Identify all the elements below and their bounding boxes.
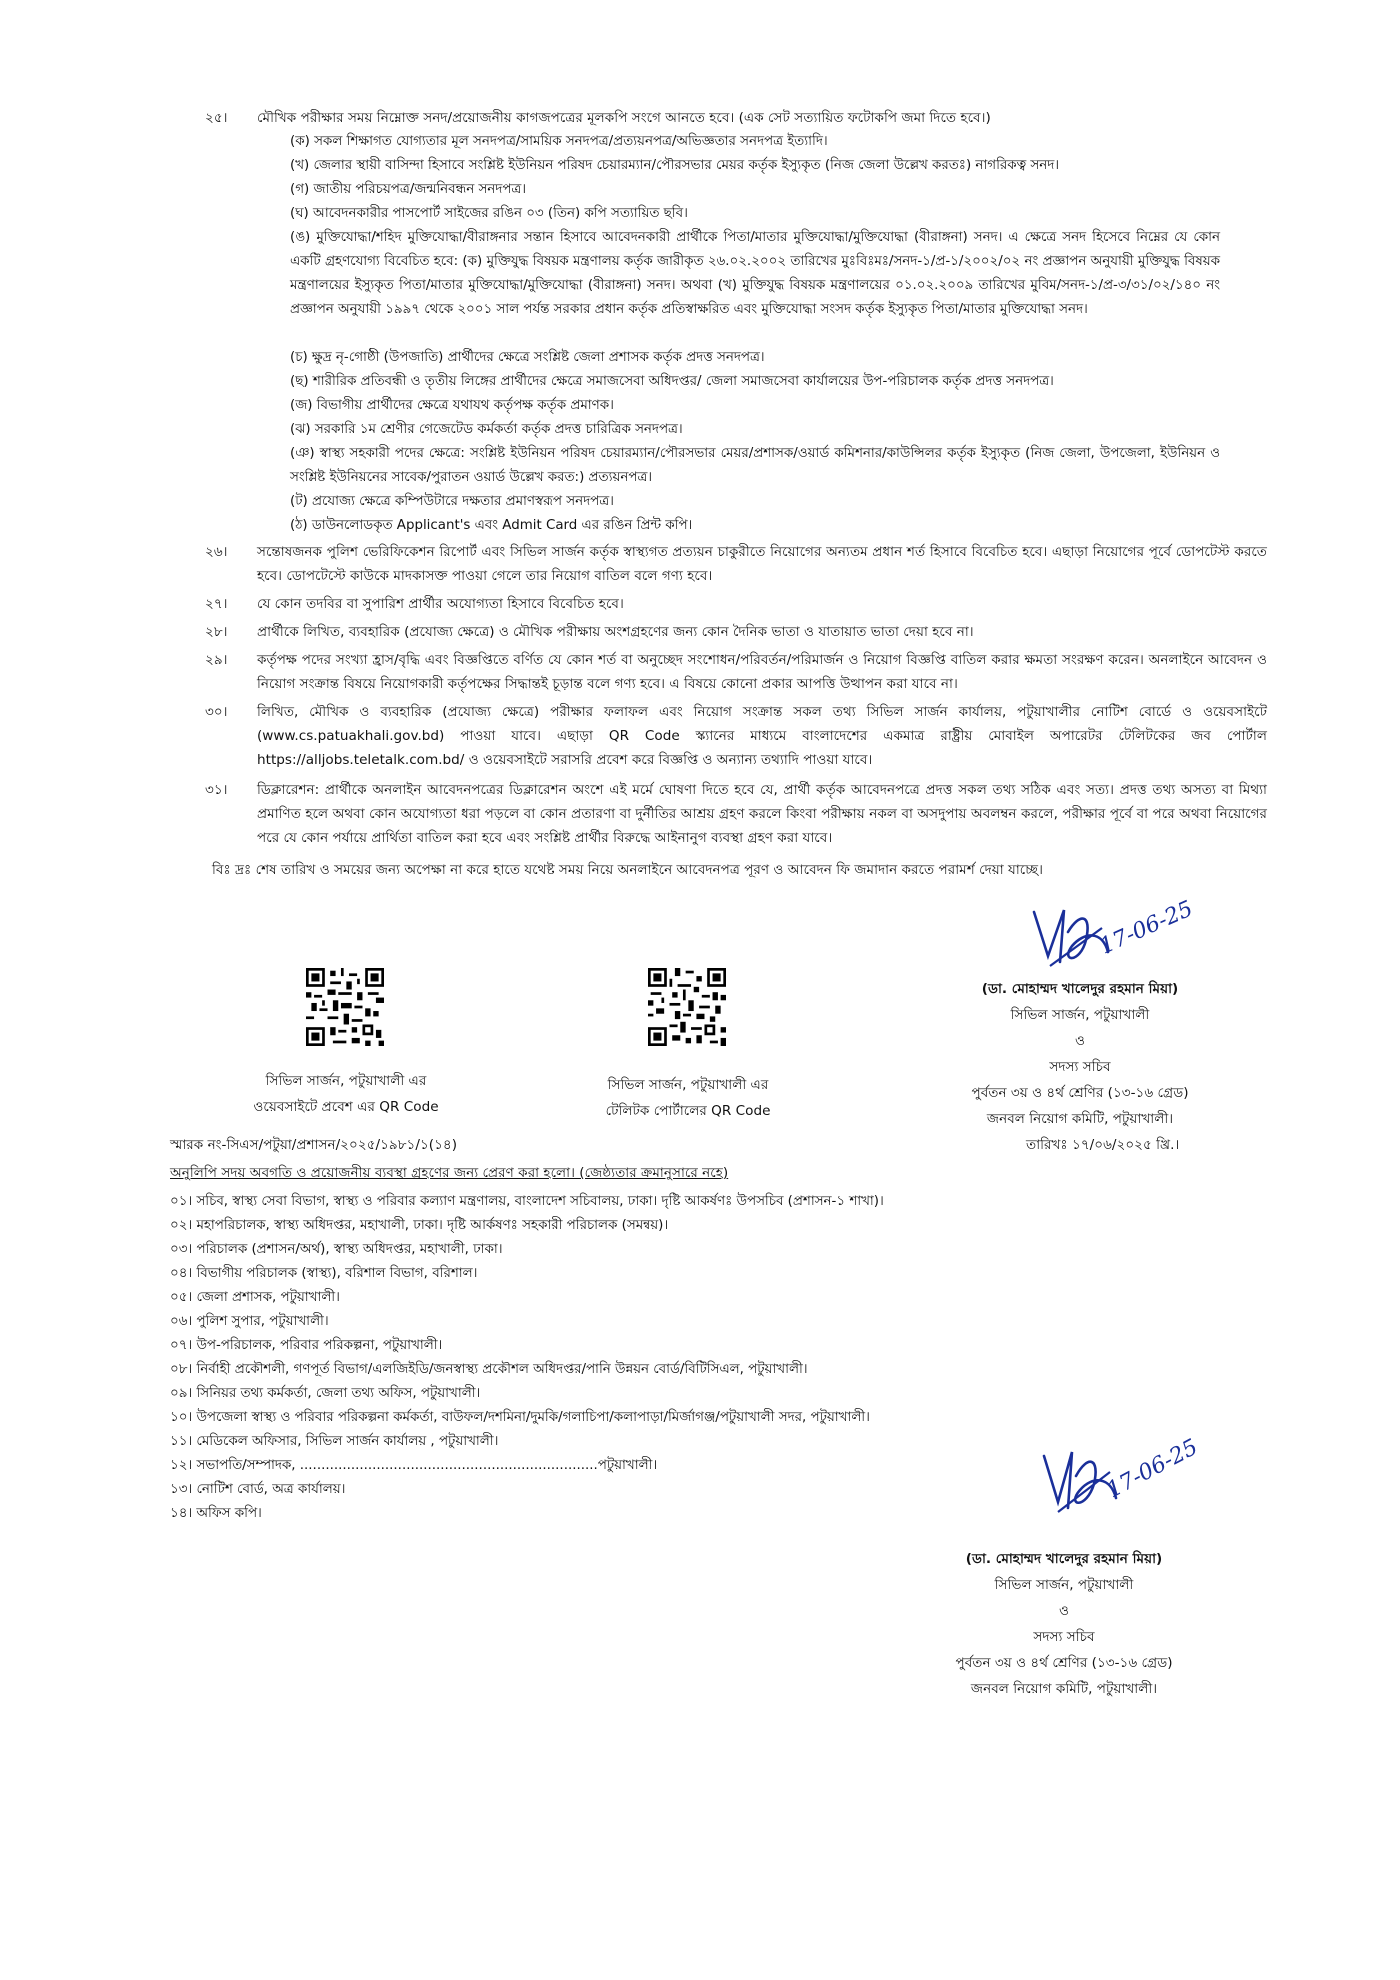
subitem-gha: (ঘ) আবেদনকারীর পাসপোর্ট সাইজের রঙিন ০৩ (তিন) কপি সত্যায়িত ছবি। xyxy=(290,206,688,221)
copy-item: ১২। সভাপতি/সম্পাদক, ......................................................................পটুয়াখালী। xyxy=(170,1458,658,1473)
signatory-committee: জনবল নিয়োগ কমিটি, পটুয়াখালী। xyxy=(986,1111,1174,1127)
subitem-ja: (জ) বিভাগীয় প্রার্থীদের ক্ষেত্রে যথাযথ কর্তৃপক্ষ কর্তৃক প্রমাণক। xyxy=(290,398,614,413)
signatory-role: সদস্য সচিব xyxy=(1033,1629,1095,1645)
clause-number: ২৫। xyxy=(205,110,228,126)
signatory-name: (ডা. মোহাম্মদ খালেদুর রহমান মিয়া) xyxy=(965,1551,1163,1567)
signatory-conjunction: ও xyxy=(1058,1603,1069,1619)
clause-number: ৩০। xyxy=(205,704,228,720)
qr-caption-line: সিভিল সার্জন, পটুয়াখালী এর xyxy=(607,1077,769,1093)
copy-item: ১১। মেডিকেল অফিসার, সিভিল সার্জন কার্যালয় , পটুয়াখালী। xyxy=(170,1434,499,1449)
subitem-ka: (ক) সকল শিক্ষাগত যোগ্যতার মূল সনদপত্র/সাময়িক সনদপত্র/প্রত্যয়নপত্র/অভিজ্ঞতার সনদপত্র ইত্যাদি। xyxy=(290,134,828,149)
subitem-tha: (ঠ) ডাউনলোডকৃত Applicant's এবং Admit Card এর রঙিন প্রিন্ট কপি। xyxy=(290,518,693,533)
copy-item: ০১। সচিব, স্বাস্থ্য সেবা বিভাগ, স্বাস্থ্য ও পরিবার কল্যাণ মন্ত্রণালয়, বাংলাদেশ সচিবালয়, ঢাকা। দৃষ্টি আকর্ষণঃ উপসচিব (প্রশাসন-১ শাখা)। xyxy=(170,1194,884,1209)
copy-item: ০২। মহাপরিচালক, স্বাস্থ্য অধিদপ্তর, মহাখালী, ঢাকা। দৃষ্টি আর্কষণঃ সহকারী পরিচালক (সমন্বয়)। xyxy=(170,1218,669,1233)
signatory-name: (ডা. মোহাম্মদ খালেদুর রহমান মিয়া) xyxy=(981,981,1179,997)
qr-caption-line xyxy=(216,1094,476,1120)
subitem-nya: (ঞ) স্বাস্থ্য সহকারী পদের ক্ষেত্রে: সংশ্লিষ্ট ইউনিয়ন পরিষদ চেয়ারম্যান/পৌরসভার মেয়র/প্রশাসক/ওয়ার্ড কমিশনার/কাউন্সিলর কর্তৃক ইস্যুকৃত (নিজ জেলা, উপজেলা, ইউনিয়ন ও সংশ্লিষ্ট ইউনিয়নের সাবেক/পুরাতন ওয়ার্ড উল্লেখ করত:) প্রত্যয়নপত্র। xyxy=(290,446,1220,485)
website-qr-code-icon[interactable] xyxy=(306,968,384,1046)
signature-date: 17-06-25 xyxy=(1096,896,1197,960)
signatory-grade: পুর্বতন ৩য় ও ৪র্থ শ্রেণির (১৩-১৬ গ্রেড) xyxy=(955,1655,1173,1671)
qr-caption-text: ওয়েবসাইটে প্রবেশ এর QR Code xyxy=(253,1099,439,1115)
website-qr-caption xyxy=(216,1068,476,1120)
qr-caption-text: টেলিটক পোর্টালের QR Code xyxy=(605,1103,771,1119)
note: বিঃ দ্রঃ শেষ তারিখ ও সময়ের জন্য অপেক্ষা না করে হাতে যথেষ্ট সময় নিয়ে অনলাইনে আবেদনপত্র পূরণ ও আবেদন ফি জমাদান করতে পরামর্শ দেয়া যাচ্ছে। xyxy=(212,862,1043,878)
qr-caption-line xyxy=(558,1098,818,1124)
clause-text: কর্তৃপক্ষ পদের সংখ্যা হ্রাস/বৃদ্ধি এবং বিজ্ঞপ্তিতে বর্ণিত যে কোন শর্ত বা অনুচ্ছেদ সংশোধন/পরিবর্তন/পরিমার্জন ও নিয়োগ বিজ্ঞপ্তি বাতিল করার ক্ষমতা সংরক্ষণ করেন। অনলাইনে আবেদন ও নিয়োগ সংক্রান্ত বিষয়ে নিয়োগকারী কর্তৃপক্ষের সিদ্ধান্তই চূড়ান্ত বলে গণ্য হবে। এ বিষয়ে কোনো প্রকার আপত্তি উত্থাপন করা যাবে না। xyxy=(257,652,1267,692)
subitem-cha: (চ) ক্ষুদ্র নৃ-গোষ্ঠী (উপজাতি) প্রার্থীদের ক্ষেত্রে সংশ্লিষ্ট জেলা প্রশাসক কর্তৃক প্রদত্ত সনদপত্র। xyxy=(290,350,765,365)
signature-block-copy xyxy=(914,1546,1214,1702)
teletalk-qr-caption xyxy=(558,1072,818,1124)
copy-item: ০৭। উপ-পরিচালক, পরিবার পরিকল্পনা, পটুয়াখালী। xyxy=(170,1338,443,1353)
copy-item: ০৬। পুলিশ সুপার, পটুয়াখালী। xyxy=(170,1314,329,1329)
copy-item: ১০। উপজেলা স্বাস্থ্য ও পরিবার পরিকল্পনা কর্মকর্তা, বাউফল/দশমিনা/দুমকি/গলাচিপা/কলাপাড়া/মির্জাগঞ্জ/পটুয়াখালী সদর, পটুয়াখালী। xyxy=(170,1410,870,1425)
clause-number: ৩১। xyxy=(205,782,228,798)
signatory-grade: পুর্বতন ৩য় ও ৪র্থ শ্রেণির (১৩-১৬ গ্রেড) xyxy=(971,1085,1189,1101)
signatory-role: সদস্য সচিব xyxy=(1049,1059,1111,1075)
clause-text: ডিক্লারেশন: প্রার্থীকে অনলাইন আবেদনপত্রের ডিক্লারেশন অংশে এই মর্মে ঘোষণা দিতে হবে যে, প্রার্থী কর্তৃক আবেদনপত্রে প্রদত্ত সকল তথ্য সঠিক এবং সত্য। প্রদত্ত তথ্য অসত্য বা মিথ্যা প্রমাণিত হলে অথবা কোন অযোগ্যতা ধরা পড়লে বা কোন প্রতারণা বা দুর্নীতির আশ্রয় গ্রহণ করলে কিংবা পরীক্ষায় নকল বা অসদুপায় অবলম্বন করলে, পরীক্ষার পূর্বে বা পরে অথবা নিয়োগের পরে যে কোন পর্যায়ে প্রার্থিতা বাতিল করা হবে এবং সংশ্লিষ্ট প্রার্থীর বিরুদ্ধে আইনানুগ ব্যবস্থা গ্রহণ করা যাবে। xyxy=(257,782,1267,846)
clause-number: ২৮। xyxy=(205,624,228,640)
clause-text: প্রার্থীকে লিখিত, ব্যবহারিক (প্রযোজ্য ক্ষেত্রে) ও মৌখিক পরীক্ষায় অংশগ্রহণের জন্য কোন দৈনিক ভাতা ও যাতায়াত ভাতা দেয়া হবে না। xyxy=(257,624,974,640)
subitem-ga: (গ) জাতীয় পরিচয়পত্র/জন্মনিবন্ধন সনদপত্র। xyxy=(290,182,527,197)
clause-number: ২৭। xyxy=(205,596,228,612)
signatory-committee: জনবল নিয়োগ কমিটি, পটুয়াখালী। xyxy=(970,1681,1158,1697)
memo-date: তারিখঃ ১৭/০৬/২০২৫ খ্রি.। xyxy=(1026,1137,1180,1153)
subitem-jha: (ঝ) সরকারি ১ম শ্রেণীর গেজেটেড কর্মকর্তা কর্তৃক প্রদত্ত চারিত্রিক সনদপত্র। xyxy=(290,422,683,437)
signatory-designation: সিভিল সার্জন, পটুয়াখালী xyxy=(994,1577,1134,1593)
signature-date: 17-06-25 xyxy=(1103,1434,1203,1504)
handwritten-signature-icon xyxy=(1024,1432,1204,1556)
memo-number: স্মারক নং-সিএস/পটুয়া/প্রশাসন/২০২৫/১৯৮১/১(১৪) xyxy=(170,1137,458,1153)
copy-item: ০৩। পরিচালক (প্রশাসন/অর্থ), স্বাস্থ্য অধিদপ্তর, মহাখালী, ঢাকা। xyxy=(170,1242,503,1257)
subitem-chha: (ছ) শারীরিক প্রতিবন্ধী ও তৃতীয় লিঙ্গের প্রার্থীদের ক্ষেত্রে সমাজসেবা অধিদপ্তর/ জেলা সমাজসেবা কার্যালয়ের উপ-পরিচালক কর্তৃক প্রদত্ত সনদপত্র। xyxy=(290,374,1054,389)
clause-text: সন্তোষজনক পুলিশ ভেরিফিকেশন রিপোর্ট এবং সিভিল সার্জন কর্তৃক স্বাস্থ্যগত প্রত্যয়ন চাকুরীতে নিয়োগের অন্যতম প্রধান শর্ত হিসাবে বিবেচিত হবে। এছাড়া নিয়োগের পূর্বে ডোপটেস্ট করতে হবে। ডোপটেস্টে কাউকে মাদকাসক্ত পাওয়া গেলে তার নিয়োগ বাতিল বলে গণ্য হবে। xyxy=(257,544,1267,584)
signatory-designation: সিভিল সার্জন, পটুয়াখালী xyxy=(1010,1007,1150,1023)
subitem-umo: (ঙ) মুক্তিযোদ্ধা/শহিদ মুক্তিযোদ্ধা/বীরাঙ্গনার সন্তান হিসাবে আবেদনকারী প্রার্থীকে পিতা/মাতার মুক্তিযোদ্ধা/মুক্তিযোদ্ধা (বীরাঙ্গনা) সনদ। এ ক্ষেত্রে সনদ হিসেবে নিম্নের যে কোন একটি গ্রহণযোগ্য বিবেচিত হবে: (ক) মুক্তিযুদ্ধ বিষয়ক মন্ত্রণালয় কর্তৃক জারীকৃত ২৬.০২.২০০২ তারিখের মুঃবিঃমঃ/সনদ-১/প্র-১/২০০২/০২ নং প্রজ্ঞাপন অনুযায়ী মুক্তিযুদ্ধ বিষয়ক মন্ত্রণালয়ের ইস্যুকৃত পিতা/মাতার মুক্তিযোদ্ধা/মুক্তিযোদ্ধা (বীরাঙ্গনা) সনদ। অথবা (খ) মুক্তিযুদ্ধ বিষয়ক মন্ত্রণালয়ের ০১.০২.২০০৯ তারিখের মুবিম/সনদ-১/প্র-৩/৩১/০২/১৪০ নং প্রজ্ঞাপন অনুযায়ী ১৯৯৭ থেকে ২০০১ সাল পর্যন্ত সরকার প্রধান কর্তৃক প্রতিস্বাক্ষরিত এবং মুক্তিযোদ্ধা সংসদ কর্তৃক ইস্যুকৃত পিতা/মাতার মুক্তিযোদ্ধা সনদ। xyxy=(290,230,1220,317)
copy-heading: অনুলিপি সদয় অবগতি ও প্রয়োজনীয় ব্যবস্থা গ্রহণের জন্য প্রেরণ করা হলো। (জেষ্ঠ্যতার ক্রমানুসারে নহে) xyxy=(170,1165,729,1181)
copy-item: ১৩। নোটিশ বোর্ড, অত্র কার্যালয়। xyxy=(170,1482,346,1497)
clause-text: মৌখিক পরীক্ষার সময় নিম্নোক্ত সনদ/প্রয়োজনীয় কাগজপত্রের মূলকপি সংগে আনতে হবে। (এক সেট সত্যায়িত ফটোকপি জমা দিতে হবে।) xyxy=(257,110,991,126)
copy-item: ০৯। সিনিয়র তথ্য কর্মকর্তা, জেলা তথ্য অফিস, পটুয়াখালী। xyxy=(170,1386,481,1401)
copy-item: ০৮। নির্বাহী প্রকৌশলী, গণপূর্ত বিভাগ/এলজিইডি/জনস্বাস্থ্য প্রকৌশল অধিদপ্তর/পানি উন্নয়ন বোর্ড/বিটিসিএল, পটুয়াখালী। xyxy=(170,1362,808,1377)
teletalk-qr-code-icon[interactable] xyxy=(648,968,726,1046)
signatory-conjunction: ও xyxy=(1074,1033,1085,1049)
copy-item: ০৪। বিভাগীয় পরিচালক (স্বাস্থ্য), বরিশাল বিভাগ, বরিশাল। xyxy=(170,1266,478,1281)
qr-caption-line: সিভিল সার্জন, পটুয়াখালী এর xyxy=(265,1073,427,1089)
clause-text: লিখিত, মৌখিক ও ব্যবহারিক (প্রযোজ্য ক্ষেত্রে) পরীক্ষার ফলাফল এবং নিয়োগ সংক্রান্ত সকল তথ্য সিভিল সার্জন কার্যালয়, পটুয়াখালীর নোটিশ বোর্ডে ও ওয়েবসাইটে (www.cs.patuakhali.gov.bd) পাওয়া যাবে। এছাড়া QR Code স্ক্যানের মাধ্যমে বাংলাদেশের একমাত্র রাষ্ট্রীয় মোবাইল অপারেটর টেলিটকের জব পোর্টাল https://alljobs.teletalk.com.bd/ ও ওয়েবসাইটে সরাসরি প্রবেশ করে বিজ্ঞপ্তি ও অন্যান্য তথ্যাদি পাওয়া যাবে। xyxy=(257,704,1267,768)
clause-number: ২৬। xyxy=(205,544,228,560)
clause-text: যে কোন তদবির বা সুপারিশ প্রার্থীর অযোগ্যতা হিসাবে বিবেচিত হবে। xyxy=(257,596,624,612)
copy-item: ১৪। অফিস কপি। xyxy=(170,1506,262,1521)
clause-number: ২৯। xyxy=(205,652,228,668)
subitem-kha: (খ) জেলার স্থায়ী বাসিন্দা হিসাবে সংশ্লিষ্ট ইউনিয়ন পরিষদ চেয়ারম্যান/পৌরসভার মেয়র কর্তৃক ইস্যুকৃত (নিজ জেলা উল্লেখ করতঃ) নাগরিকত্ব সনদ। xyxy=(290,158,1060,173)
signature-block xyxy=(930,976,1230,1132)
subitem-ta: (ট) প্রযোজ্য ক্ষেত্রে কম্পিউটারে দক্ষতার প্রমাণস্বরূপ সনদপত্র। xyxy=(290,494,614,509)
copy-item: ০৫। জেলা প্রশাসক, পটুয়াখালী। xyxy=(170,1290,340,1305)
